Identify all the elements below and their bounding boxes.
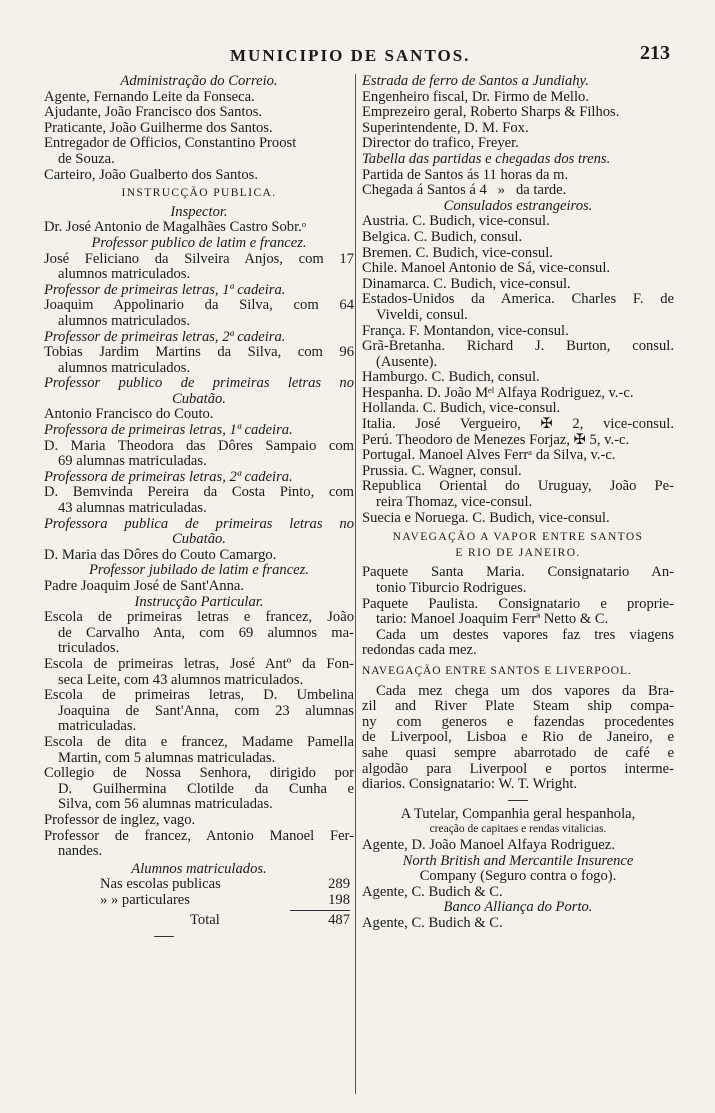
sub-heading: North British and Mercantile Insurence bbox=[402, 853, 634, 869]
text-line: Carteiro, João Gualberto dos Santos. bbox=[44, 167, 259, 183]
sub-heading: Inspector. bbox=[170, 204, 228, 220]
consulate-item: Chile. Manoel Antonio de Sá, vice-consul. bbox=[362, 261, 611, 277]
consulate-item: Viveldi, consul. bbox=[376, 307, 468, 323]
consulate-item: Belgica. C. Budich, consul. bbox=[362, 229, 523, 245]
text-line: Cada mez chega um dos vapores da Bra- bbox=[376, 683, 674, 699]
text-line: 43 alumnas matriculadas. bbox=[58, 501, 207, 517]
consulate-item: Austria. C. Budich, vice-consul. bbox=[362, 214, 550, 230]
divider bbox=[154, 936, 174, 937]
sub-heading: Professor jubilado de latim e francez. bbox=[89, 563, 309, 579]
sub-heading: Cubatão. bbox=[172, 391, 226, 407]
sub-heading: Banco Alliança do Porto. bbox=[443, 900, 593, 916]
text-line: de Souza. bbox=[58, 151, 115, 167]
text-line: Agente, C. Budich & C. bbox=[362, 915, 503, 931]
totals-label: Nas escolas publicas bbox=[100, 876, 221, 893]
text-line: Partida de Santos ás 11 horas da m. bbox=[362, 167, 569, 183]
text-line: alumnos matriculados. bbox=[58, 267, 191, 283]
text-line: Praticante, João Guilherme dos Santos. bbox=[44, 120, 273, 136]
text-line: Escola de primeiras letras, D. Umbelina bbox=[44, 688, 354, 704]
totals-label: » » particulares bbox=[100, 891, 190, 908]
sub-heading: Professora de primeiras letras, 2ª cadeira. bbox=[44, 469, 293, 485]
divider bbox=[508, 800, 528, 801]
text-line: alumnos matriculados. bbox=[58, 360, 191, 376]
text-line: Dr. José Antonio de Magalhães Castro Sobr.ᵒ bbox=[44, 220, 307, 236]
text-line: Chegada á Santos á 4 » da tarde. bbox=[362, 183, 567, 199]
text-line: ny com generos e fazendas procedentes bbox=[362, 714, 674, 730]
text-line: A Tutelar, Companhia geral hespanhola, bbox=[400, 806, 636, 822]
consulate-item: (Ausente). bbox=[376, 354, 438, 370]
totals-value: 289 bbox=[328, 876, 350, 893]
sub-heading: Professor publico de latim e francez. bbox=[91, 235, 307, 251]
sub-heading: Alumnos matriculados. bbox=[131, 861, 267, 877]
consulate-item: Hamburgo. C. Budich, consul. bbox=[362, 370, 540, 386]
column-divider bbox=[355, 74, 356, 1094]
text-line: Escola de dita e francez, Madame Pamella bbox=[44, 734, 354, 750]
consulate-item: Grã-Bretanha. Richard J. Burton, consul. bbox=[362, 339, 674, 355]
consulate-item: Dinamarca. C. Budich, vice-consul. bbox=[362, 276, 571, 292]
text-line: Agente, C. Budich & C. bbox=[362, 884, 503, 900]
consulate-item: Portugal. Manoel Alves Ferrᵃ da Silva, v.-c. bbox=[362, 448, 616, 464]
sub-heading: Professor de primeiras letras, 1ª cadeira. bbox=[44, 282, 286, 298]
text-line: D. Guilhermina Clotilde da Cunha e bbox=[58, 781, 354, 797]
text-line: Agente, Fernando Leite da Fonseca. bbox=[44, 89, 255, 105]
text-line: Paquete Paulista. Consignatario e proprie- bbox=[362, 596, 674, 612]
text-line: algodão para Liverpool e portos interme- bbox=[362, 761, 674, 777]
section-heading: E RIO DE JANEIRO. bbox=[455, 546, 581, 559]
section-heading: NAVEGAÇÃO ENTRE SANTOS E LIVERPOOL. bbox=[362, 664, 632, 677]
sub-heading: Professora de primeiras letras, 1ª cadeira. bbox=[44, 423, 293, 439]
sub-heading: Tabella das partidas e chegadas dos trens. bbox=[362, 151, 611, 167]
text-line: de Carvalho Anta, com 69 alumnos ma- bbox=[58, 625, 354, 641]
text-line: D. Maria das Dôres do Couto Camargo. bbox=[44, 547, 277, 563]
total-value: 487 bbox=[328, 912, 350, 929]
text-line: D. Bemvinda Pereira da Costa Pinto, com bbox=[44, 485, 354, 501]
consulate-item: Estados-Unidos da America. Charles F. de bbox=[362, 292, 674, 308]
consulate-item: Bremen. C. Budich, vice-consul. bbox=[362, 245, 553, 261]
text-line: Silva, com 56 alumnas matriculadas. bbox=[58, 797, 273, 813]
text-line: José Feliciano da Silveira Anjos, com 17 bbox=[44, 251, 354, 267]
text-line: Collegio de Nossa Senhora, dirigido por bbox=[44, 766, 354, 782]
text-line: tario: Manoel Joaquim Ferrª Netto & C. bbox=[376, 612, 609, 628]
text-line: zil and River Plate Steam ship compa- bbox=[362, 699, 674, 715]
text-line: Director do trafico, Freyer. bbox=[362, 136, 519, 152]
section-heading: Administração do Correio. bbox=[120, 74, 278, 89]
text-line: matriculadas. bbox=[58, 719, 137, 735]
text-line: Antonio Francisco do Couto. bbox=[44, 407, 214, 423]
text-line: tonio Tiburcio Rodrigues. bbox=[376, 581, 527, 596]
total-label: Total bbox=[190, 912, 220, 929]
consulate-item: Italia. José Vergueiro, ✠ 2, vice-consul. bbox=[362, 417, 674, 433]
consulate-item: Republica Oriental do Uruguay, João Pe- bbox=[362, 479, 674, 495]
text-line: alumnos matriculados. bbox=[58, 313, 191, 329]
text-line: D. Maria Theodora das Dôres Sampaio com bbox=[44, 438, 354, 454]
text-line: nandes. bbox=[58, 844, 103, 860]
sub-heading: Cubatão. bbox=[172, 532, 226, 548]
text-line: Professor de francez, Antonio Manoel Fer- bbox=[44, 828, 354, 844]
page-header bbox=[40, 40, 670, 70]
consulate-item: Hollanda. C. Budich, vice-consul. bbox=[362, 401, 561, 417]
totals-row bbox=[100, 893, 350, 909]
right-column bbox=[362, 74, 674, 931]
running-title: MUNICIPIO DE SANTOS. bbox=[230, 46, 471, 65]
text-line: Professor de inglez, vago. bbox=[44, 812, 196, 828]
text-line: Company (Seguro contra o fogo). bbox=[419, 869, 617, 885]
sub-heading: Consulados estrangeiros. bbox=[443, 198, 593, 214]
text-line: Agente, D. João Manoel Alfaya Rodriguez. bbox=[362, 837, 615, 853]
totals-value: 198 bbox=[328, 891, 350, 908]
text-line: Engenheiro fiscal, Dr. Firmo de Mello. bbox=[362, 89, 589, 105]
text-line: Martin, com 5 alumnas matriculadas. bbox=[58, 750, 276, 766]
text-line: seca Leite, com 43 alumnos matriculados. bbox=[58, 672, 304, 688]
consulate-item: Prussia. C. Wagner, consul. bbox=[362, 463, 522, 479]
sub-heading: Professor de primeiras letras, 2ª cadeira. bbox=[44, 329, 286, 345]
text-line: Ajudante, João Francisco dos Santos. bbox=[44, 105, 263, 121]
consulate-item: Perú. Theodoro de Menezes Forjaz, ✠ 5, v.-c. bbox=[362, 432, 630, 448]
text-line: Emprezeiro geral, Roberto Sharps & Filhos. bbox=[362, 105, 620, 121]
consulate-item: reira Thomaz, vice-consul. bbox=[376, 495, 533, 511]
text-line: creação de capitaes e rendas vitalicias. bbox=[429, 823, 607, 836]
sub-heading: Instrucção Particular. bbox=[134, 594, 264, 610]
sub-heading: Professor publico de primeiras letras no bbox=[44, 376, 354, 392]
text-line: Escola de primeiras letras, José Antº da Fon- bbox=[44, 656, 354, 672]
text-line: Padre Joaquim José de Sant'Anna. bbox=[44, 579, 245, 594]
section-heading: Estrada de ferro de Santos a Jundiahy. bbox=[362, 74, 589, 89]
text-line: triculados. bbox=[58, 641, 120, 657]
text-line: Joaquina de Sant'Anna, com 23 alumnas bbox=[58, 703, 354, 719]
text-line: de Liverpool, Lisboa e Rio de Janeiro, e bbox=[362, 730, 674, 746]
consulate-item: Hespanha. D. João Mᵉˡ Alfaya Rodriguez, v.-c. bbox=[362, 385, 634, 401]
totals-table bbox=[100, 877, 350, 929]
text-line: Superintendente, D. M. Fox. bbox=[362, 120, 529, 136]
left-column bbox=[44, 74, 354, 943]
text-line: Escola de primeiras letras e francez, João bbox=[44, 610, 354, 626]
text-line: redondas cada mez. bbox=[362, 643, 477, 659]
text-line: Paquete Santa Maria. Consignatario An- bbox=[362, 565, 674, 581]
sum-rule bbox=[290, 910, 350, 911]
text-line: sahe quasi sempre abarrotado de café e bbox=[362, 745, 674, 761]
totals-row bbox=[100, 877, 350, 893]
text-line: Tobias Jardim Martins da Silva, com 96 bbox=[44, 345, 354, 361]
text-line: diarios. Consignatario: W. T. Wright. bbox=[362, 777, 578, 793]
text-line: 69 alumnas matriculadas. bbox=[58, 454, 207, 470]
totals-row-total bbox=[100, 913, 350, 929]
section-heading: INSTRUCÇÃO PUBLICA. bbox=[121, 187, 277, 200]
text-line: Entregador de Officios, Constantino Proost bbox=[44, 136, 297, 152]
consulate-item: Suecia e Noruega. C. Budich, vice-consul. bbox=[362, 510, 610, 526]
section-heading: NAVEGAÇÃO A VAPOR ENTRE SANTOS bbox=[392, 531, 644, 544]
text-line: Joaquim Appolinario da Silva, com 64 bbox=[44, 298, 354, 314]
consulate-item: França. F. Montandon, vice-consul. bbox=[362, 323, 569, 339]
sub-heading: Professora publica de primeiras letras no bbox=[44, 516, 354, 532]
page-number: 213 bbox=[640, 42, 670, 64]
text-line: Cada um destes vapores faz tres viagens bbox=[376, 627, 674, 643]
